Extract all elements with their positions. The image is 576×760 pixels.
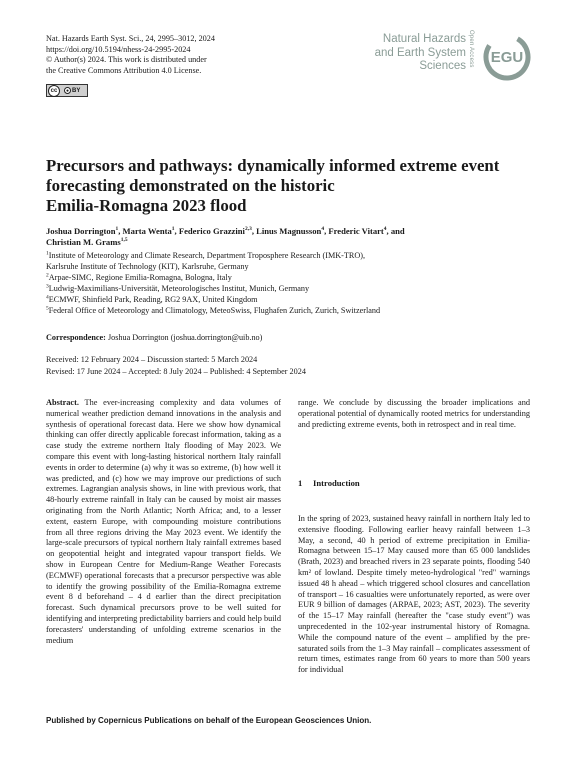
affiliation: $^2$Arpae-SIMC, Regione Emilia-Romagna, Bologna, Italy (46, 272, 232, 282)
abstract-text-continued: range. We conclude by discussing the broader implications and operational potential of dynamically rooted metrics for understanding and predicting extreme events, both in retrospect and in real time. (298, 398, 530, 429)
abstract-text: The ever-increasing complexity and data volumes of numerical weather prediction demand innovations in the analysis and synthesis of operational forecast data. Here we show how dynamical thinking can offer directly applicable forecast information, taking as a case study the extreme northern Italy flooding of May 2023. We compare this event with long-lasting historical northern Italy rainfall events in order to determine (a) why it was so extreme, (b) how well it was predicted, and (c) how we may improve our predictions of such extremes. Lagrangian analysis shows, in line with previous work, that 48-hourly extreme rainfall in Italy can be caused by moist air masses originating from the North Atlantic; North Africa; and, to a lesser extent, eastern Europe, with compounding moisture contributions from all three regions driving the May 2023 event. We identify the large-scale precursors of typical northern Italy rainfall extremes based on geopotential height and integrated vapour transport fields. We show in European Centre for Medium-Range Weather Forecasts (ECMWF) operational forecasts that a precursor perspective was able to identify the growing possibility of the Emilia-Romagna extreme event 8 d beforehand – 4 d earlier than the direct precipitation forecast. Such dynamical precursors prove to be well suited for identifying and interpreting predictability barriers and could help build forecasters' understanding of unfolding extreme scenarios in the medium (46, 398, 282, 645)
doi-link[interactable]: https://doi.org/10.5194/nhess-24-2995-2024 (46, 44, 191, 54)
egu-logo-icon (481, 32, 533, 82)
correspondence (46, 333, 262, 342)
section-title: Introduction (313, 478, 360, 488)
by-icon (64, 87, 80, 94)
received-dates: Received: 12 February 2024 – Discussion started: 5 March 2024 (46, 355, 258, 364)
affiliation-continued: Karlsruhe Institute of Technology (KIT), Karlsruhe, Germany (46, 262, 249, 271)
author: Linus Magnusson$^4$, (256, 226, 329, 236)
person-icon: ● (65, 87, 70, 94)
title-line: Emilia-Romagna 2023 flood (46, 196, 247, 215)
title-line: Precursors and pathways: dynamically informed extreme event (46, 156, 500, 175)
journal-name-line: and Earth System (374, 46, 466, 59)
correspondence-label: Correspondence: (46, 333, 106, 342)
affiliation: $^3$Ludwig-Maximilians-Universität, Meteorologisches Institut, Munich, Germany (46, 283, 310, 293)
journal-name-line: Sciences (419, 60, 466, 72)
abstract-column-left (46, 398, 281, 646)
introduction-text: In the spring of 2023, sustained heavy rainfall in northern Italy led to extensive flooding. Following earlier heavy rainfall between 1–3 May, a second, 40 h period of extreme precipitation in Emilia-Romagna between 15–17 May caused more than 65 000 landslides (Brath, 2023) and breached rivers in 23 separate points, flooding 540 km² of lowland. Despite timely meteo-hydrological "red" warnings issued 48 h ahead – which triggered school closures and cancellation of transport – 16 casualties were unfortunately reported, as were over EUR 9 billion of damages (ARPAE, 2023; AST, 2023). The severity of the 15–17 May rainfall (hereafter the "case study event") was unprecedented in the 102-year instrumental history of Romagna. While the compound nature of the event – amplified by the pre-saturated soils from the 1–3 May rainfall – complicates assessment of return times, estimates range from 60 years to more than 500 years for individual (298, 514, 530, 675)
section-number: 1 (298, 478, 303, 488)
author: Federico Grazzini$^{2,3}$, (178, 226, 257, 236)
affiliation: $^5$Federal Office of Meteorology and Climatology, MeteoSwiss, Flughafen Zurich, Zurich, Switzerland (46, 305, 381, 315)
abstract-label: Abstract. (46, 398, 79, 407)
author: Joshua Dorrington$^1$, (46, 226, 123, 236)
citation-line: Nat. Hazards Earth Syst. Sci., 24, 2995–3012, 2024 (46, 34, 215, 43)
copyright-line: © Author(s) 2024. This work is distributed under (46, 55, 207, 65)
article-dates (46, 354, 306, 377)
section-heading (298, 478, 360, 488)
article-metadata (46, 34, 215, 76)
cc-by-license-badge[interactable] (46, 84, 88, 97)
open-access-label: Open Access (468, 30, 474, 68)
affiliations (46, 250, 486, 316)
journal-name (350, 33, 466, 74)
egu-logo-text: EGU (490, 49, 524, 66)
author: Christian M. Grams$^{1,5}$ (46, 237, 128, 247)
title-line: forecasting demonstrated on the historic (46, 176, 335, 195)
affiliation: $^1$Institute of Meteorology and Climate Research, Department Troposphere Research (IMK-TRO), (46, 250, 366, 260)
cc-icon: cc (48, 85, 60, 97)
author: Marta Wenta$^1$, (122, 226, 179, 236)
license-line: the Creative Commons Attribution 4.0 License. (46, 65, 202, 75)
journal-name-line: Natural Hazards (382, 33, 466, 45)
by-label: BY (72, 87, 81, 94)
publisher-footer: Published by Copernicus Publications on behalf of the European Geosciences Union. (46, 716, 372, 725)
author: Frederic Vitart$^4$, and (328, 226, 405, 236)
correspondence-email[interactable]: Joshua Dorrington (joshua.dorrington@uib.no) (105, 333, 263, 342)
paper-title (46, 156, 516, 216)
abstract-column-right (298, 398, 530, 430)
published-dates: Revised: 17 June 2024 – Accepted: 8 July 2024 – Published: 4 September 2024 (46, 366, 306, 376)
author-list (46, 226, 486, 248)
affiliation: $^4$ECMWF, Shinfield Park, Reading, RG2 9AX, United Kingdom (46, 294, 258, 304)
